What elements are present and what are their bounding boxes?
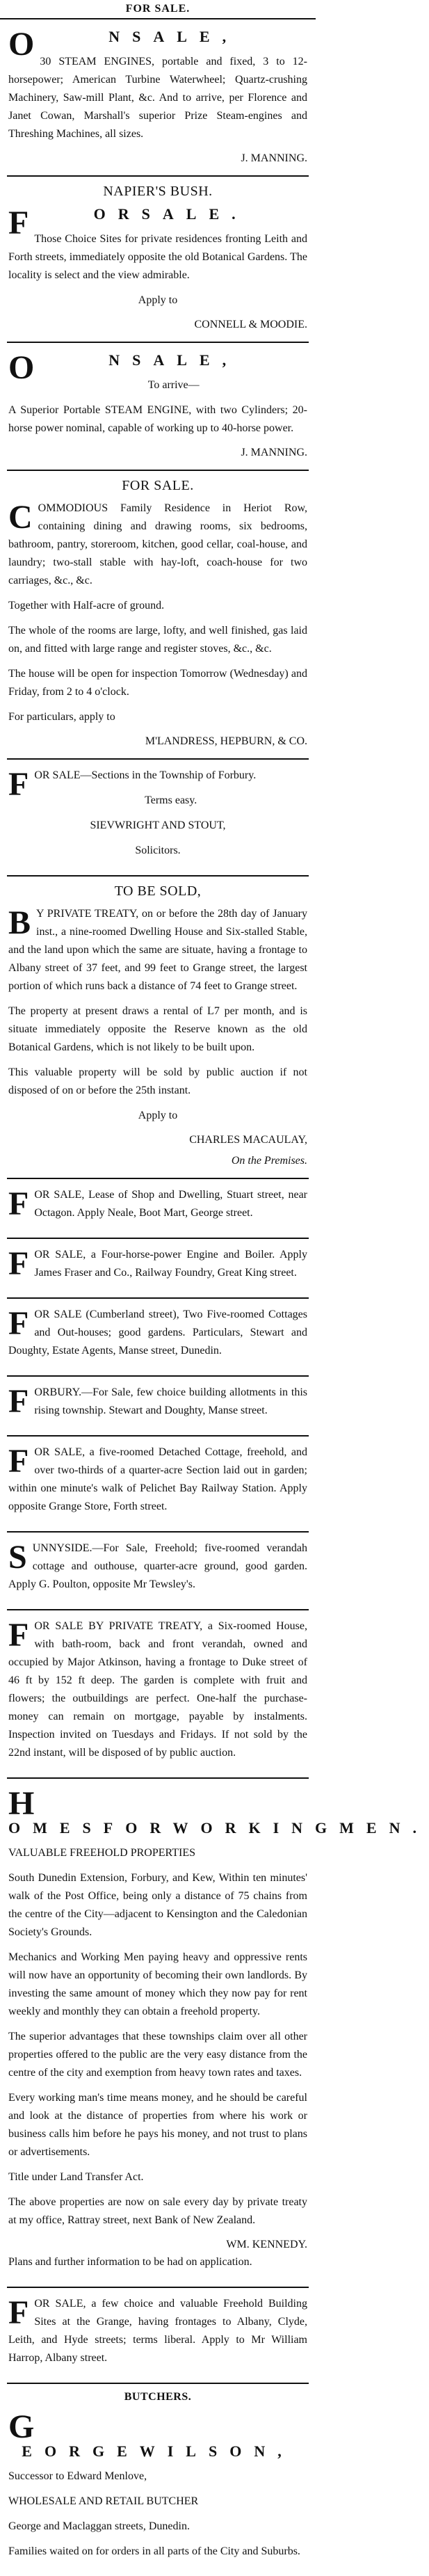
advertisement xyxy=(7,1377,309,1437)
ad-text: ORBURY.—For Sale, few choice building allotments in this rising township. Stewart and Doughty, Manse street. xyxy=(34,1386,307,1416)
ad-text: Every working man's time means money, and he should be careful and look at the distance of properties from where his work or business calls him before he pays his money, and not trust to plans or advertisements. xyxy=(8,2092,307,2158)
ad-text: OR SALE (Cumberland street), Two Five-roomed Cottages and Out-houses; good gardens. Particulars, Stewart and Doughty, Estate Agents, Manse street, Dunedin. xyxy=(8,1309,307,1357)
spaced-heading: ORSALE. xyxy=(93,205,248,223)
dropcap-letter: F xyxy=(8,1443,29,1480)
section-header: FOR SALE. xyxy=(0,0,316,19)
dropcap-letter: F xyxy=(8,205,29,241)
ad-text: The property at present draws a rental of L7 per month, and is situate immediately opposite the Reserve known as the old Botanical Gardens, which is not likely to be built upon. xyxy=(8,1005,307,1053)
ad-text: George and Maclaggan streets, Dunedin. xyxy=(8,2520,190,2532)
advertisement xyxy=(7,760,309,877)
ad-text: OR SALE, a few choice and valuable Freehold Building Sites at the Grange, having frontages to Albany, Clyde, Leith, and Hyde streets; terms liberal. Apply to Mr William Harrop, Albany street. xyxy=(8,2298,307,2364)
ad-text: Those Choice Sites for private residences fronting Leith and Forth streets, immediately opposite the old Botanical Gardens. The locality is select and the view admirable. xyxy=(8,233,307,281)
advertisement xyxy=(7,2384,309,2576)
spaced-heading: NSALE, xyxy=(108,28,239,45)
ads-list xyxy=(7,19,429,2576)
advertisement xyxy=(7,1779,429,2288)
ad-text: The whole of the rooms are large, lofty, and well finished, gas laid on, and fitted with large range and register stoves, &c., &c. xyxy=(8,625,307,655)
ad-text: South Dunedin Extension, Forbury, and Kew, Within ten minutes' walk of the Post Office, being only a distance of 75 chains from the centre of the City—adjacent to Kensington and the Caledonian Society's Grounds. xyxy=(8,1872,307,1938)
advertisement xyxy=(7,1239,309,1299)
advertisement xyxy=(7,877,309,1179)
ad-text: OR SALE, a five-roomed Detached Cottage, freehold, and over two-thirds of a quarter-acre Section laid out in garden; within one minute's walk of Pelichet Bay Railway Station. Apply opposite Grange Store, Forth street. xyxy=(8,1446,307,1512)
dropcap-letter: G xyxy=(8,2408,35,2445)
dropcap-letter: H xyxy=(8,1785,35,1822)
ad-text: Solicitors. xyxy=(135,845,181,856)
ad-footnote: Plans and further information to be had on application. xyxy=(8,2256,252,2268)
advert-column xyxy=(0,19,429,2576)
advertisement xyxy=(7,471,309,760)
ad-text: OR SALE, a Four-horse-power Engine and Boiler. Apply James Fraser and Co., Railway Foundry, Great King street. xyxy=(34,1249,307,1279)
ad-text: The superior advantages that these townships claim over all other properties offered to the public are the very easy distance from the centre of the city and exemption from heavy town rates and taxes. xyxy=(8,2031,307,2079)
ad-text: Mechanics and Working Men paying heavy and oppressive rents will now have an opportunity of becoming their own landlords. By investing the same amount of money which they now pay for rent weekly and monthly they can obtain a freehold property. xyxy=(8,1951,307,2017)
signature: WM. KENNEDY. xyxy=(226,2239,307,2250)
advertisement xyxy=(7,2288,309,2384)
dropcap-letter: F xyxy=(8,1617,29,1654)
ad-text: The house will be open for inspection Tomorrow (Wednesday) and Friday, from 2 to 4 o'clock. xyxy=(8,668,307,698)
dropcap-letter: O xyxy=(8,349,35,386)
ad-heading: BUTCHERS. xyxy=(124,2391,192,2403)
dropcap-letter: F xyxy=(8,1185,29,1222)
ad-text: WHOLESALE AND RETAIL BUTCHER xyxy=(8,2495,199,2507)
ad-text: OR SALE BY PRIVATE TREATY, a Six-roomed House, with bath-room, back and front verandah, owned and occupied by Major Atkinson, having a frontage to Duke street of 46 ft by 152 ft deep. The garden is complete with fruit and flowers; the outbuildings are perfect. One-half the purchase-money can remain on mortgage, payable by instalments. Inspection invited on Tuesdays and Fridays. If not sold by the 22nd instant, will be disposed of by public auction. xyxy=(8,1620,307,1759)
advertisement xyxy=(7,1437,309,1533)
ad-heading: FOR SALE. xyxy=(122,478,194,493)
ad-text: A Superior Portable STEAM ENGINE, with two Cylinders; 20-horse power nominal, capable of working up to 40-horse power. xyxy=(8,404,307,434)
spaced-heading: OMESFORWORKINGMEN. xyxy=(8,1819,429,1837)
spaced-heading: EORGEWILSON, xyxy=(22,2442,294,2460)
dropcap-letter: F xyxy=(8,1305,29,1342)
ad-text: Families waited on for orders in all parts of the City and Suburbs. xyxy=(8,2545,300,2557)
ad-text: Apply to xyxy=(138,294,178,306)
ad-text: 30 STEAM ENGINES, portable and fixed, 3 to 12-horsepower; American Turbine Waterwheel; Quartz-crushing Machinery, Saw-mill Plant, &c. And to arrive, per Florence and Janet Cowan, Marshall's superior Prize Steam-engines and Threshing Machines, all sizes. xyxy=(8,56,307,140)
signature-note: On the Premises. xyxy=(231,1155,307,1167)
advertisement xyxy=(7,343,309,471)
signature: CHARLES MACAULAY, xyxy=(189,1134,307,1146)
advertisement xyxy=(7,1533,309,1610)
ad-text: This valuable property will be sold by public auction if not disposed of on or before the 25th instant. xyxy=(8,1066,307,1096)
dropcap-letter: S xyxy=(8,1539,27,1576)
ad-text: Successor to Edward Menlove, xyxy=(8,2470,147,2482)
signature: J. MANNING. xyxy=(241,447,307,458)
ad-text: The above properties are now on sale every day by private treaty at my office, Rattray street, next Bank of New Zealand. xyxy=(8,2196,307,2226)
spaced-heading: NSALE, xyxy=(108,351,239,369)
signature: M'LANDRESS, HEPBURN, & CO. xyxy=(145,735,307,747)
ad-text: Title under Land Transfer Act. xyxy=(8,2171,144,2183)
ad-text: Apply to xyxy=(138,1110,178,1121)
ad-text: To arrive— xyxy=(147,379,200,391)
advertisement xyxy=(7,19,309,177)
ad-text: UNNYSIDE.—For Sale, Freehold; five-roomed verandah cottage and outhouse, quarter-acre ground, good garden. Apply G. Poulton, opposite Mr Tewsley's. xyxy=(8,1542,307,1590)
dropcap-letter: C xyxy=(8,499,33,536)
ad-text: SIEVWRIGHT AND STOUT, xyxy=(90,819,226,831)
signature: CONNELL & MOODIE. xyxy=(194,319,307,330)
dropcap-letter: F xyxy=(8,1245,29,1282)
ad-heading: TO BE SOLD, xyxy=(114,883,202,899)
ad-text: Together with Half-acre of ground. xyxy=(8,600,165,611)
advertisement xyxy=(7,1610,309,1779)
ad-text: Terms easy. xyxy=(145,794,197,806)
dropcap-letter: F xyxy=(8,2294,29,2331)
advertisement xyxy=(7,1179,309,1239)
ad-text: For particulars, apply to xyxy=(8,711,115,723)
ad-text: OMMODIOUS Family Residence in Heriot Row, containing dining and drawing rooms, six bedrooms, bathroom, pantry, storeroom, kitchen, good cellar, coal-house, and laundry; two-stall stable with hay-loft, coach-house for two carriages, &c., &c. xyxy=(8,502,307,586)
dropcap-letter: F xyxy=(8,766,29,803)
ad-text: VALUABLE FREEHOLD PROPERTIES xyxy=(8,1847,195,1859)
dropcap-letter: B xyxy=(8,904,31,941)
signature: J. MANNING. xyxy=(241,152,307,164)
ad-heading: NAPIER'S BUSH. xyxy=(103,184,213,199)
advertisement xyxy=(7,177,309,343)
dropcap-letter: F xyxy=(8,1383,29,1420)
ad-text: OR SALE—Sections in the Township of Forbury. xyxy=(34,769,257,781)
advertisement xyxy=(7,1299,309,1377)
dropcap-letter: O xyxy=(8,26,35,63)
ad-text: Y PRIVATE TREATY, on or before the 28th day of January inst., a nine-roomed Dwelling House and Six-stalled Stable, and the land upon which the same are situate, having a frontage to Albany street of 37 feet, and 99 feet to Grange street, the largest portion of which runs back a distance of 74 feet to Grange street. xyxy=(8,908,307,992)
ad-text: OR SALE, Lease of Shop and Dwelling, Stuart street, near Octagon. Apply Neale, Boot Mart, George street. xyxy=(34,1189,307,1219)
